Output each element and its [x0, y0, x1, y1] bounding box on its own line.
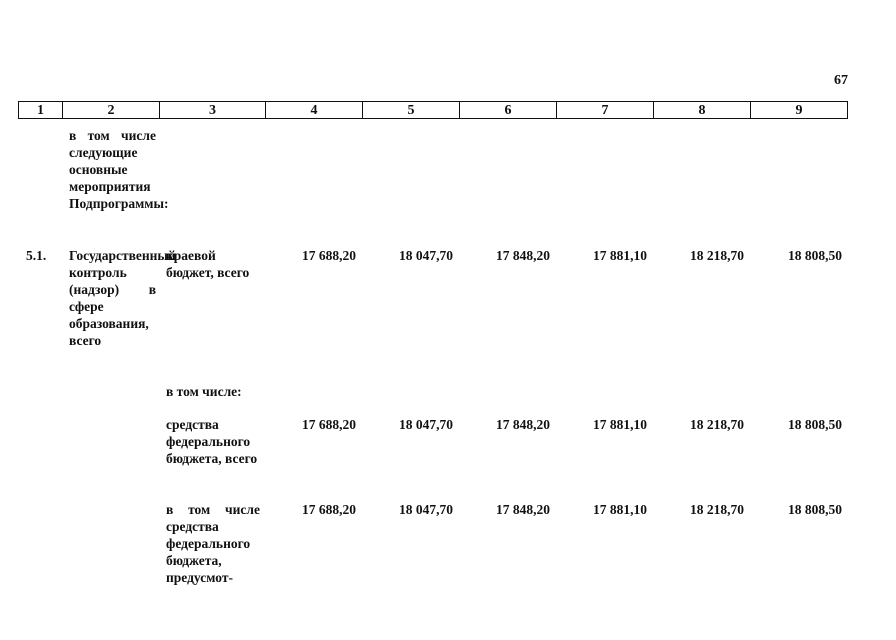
federal-value-8: 18 218,70 — [690, 417, 744, 432]
federal-provided-value-9: 18 808,50 — [788, 502, 842, 517]
federal-value-9: 18 808,50 — [788, 417, 842, 432]
intro-text: в том числе следующие основные мероприятия Подпрограммы: — [69, 128, 169, 211]
row-5-1-number: 5.1. — [26, 248, 47, 263]
row-5-1-value-9: 18 808,50 — [788, 248, 842, 263]
federal-provided-value-8: 18 218,70 — [690, 502, 744, 517]
including-label: в том числе: — [166, 384, 242, 399]
federal-value-4: 17 688,20 — [302, 417, 356, 432]
federal-source: средства федерального бюджета, всего — [166, 417, 258, 466]
federal-provided-value-4: 17 688,20 — [302, 502, 356, 517]
row-5-1-value-8: 18 218,70 — [690, 248, 744, 263]
header-col-9: 9 — [751, 102, 848, 119]
federal-provided-value-6: 17 848,20 — [496, 502, 550, 517]
federal-provided-value-7: 17 881,10 — [593, 502, 647, 517]
header-col-4: 4 — [266, 102, 363, 119]
federal-provided-value-5: 18 047,70 — [399, 502, 453, 517]
header-col-3: 3 — [160, 102, 266, 119]
row-5-1-name: Государственный контроль (надзор) в сфере образования, всего — [69, 248, 176, 348]
header-col-2: 2 — [63, 102, 160, 119]
header-col-5: 5 — [363, 102, 460, 119]
page-number: 67 — [834, 73, 848, 88]
federal-value-5: 18 047,70 — [399, 417, 453, 432]
row-5-1-value-4: 17 688,20 — [302, 248, 356, 263]
column-number-header — [18, 101, 848, 119]
federal-value-7: 17 881,10 — [593, 417, 647, 432]
row-5-1-value-6: 17 848,20 — [496, 248, 550, 263]
row-5-1-source: краевой бюджет, всего — [166, 248, 250, 280]
header-col-8: 8 — [654, 102, 751, 119]
row-5-1-value-7: 17 881,10 — [593, 248, 647, 263]
header-col-7: 7 — [557, 102, 654, 119]
federal-provided-source: в том числе средства федерального бюджета, предусмот- — [166, 502, 260, 585]
header-col-6: 6 — [460, 102, 557, 119]
row-5-1-value-5: 18 047,70 — [399, 248, 453, 263]
header-col-1: 1 — [19, 102, 63, 119]
federal-value-6: 17 848,20 — [496, 417, 550, 432]
